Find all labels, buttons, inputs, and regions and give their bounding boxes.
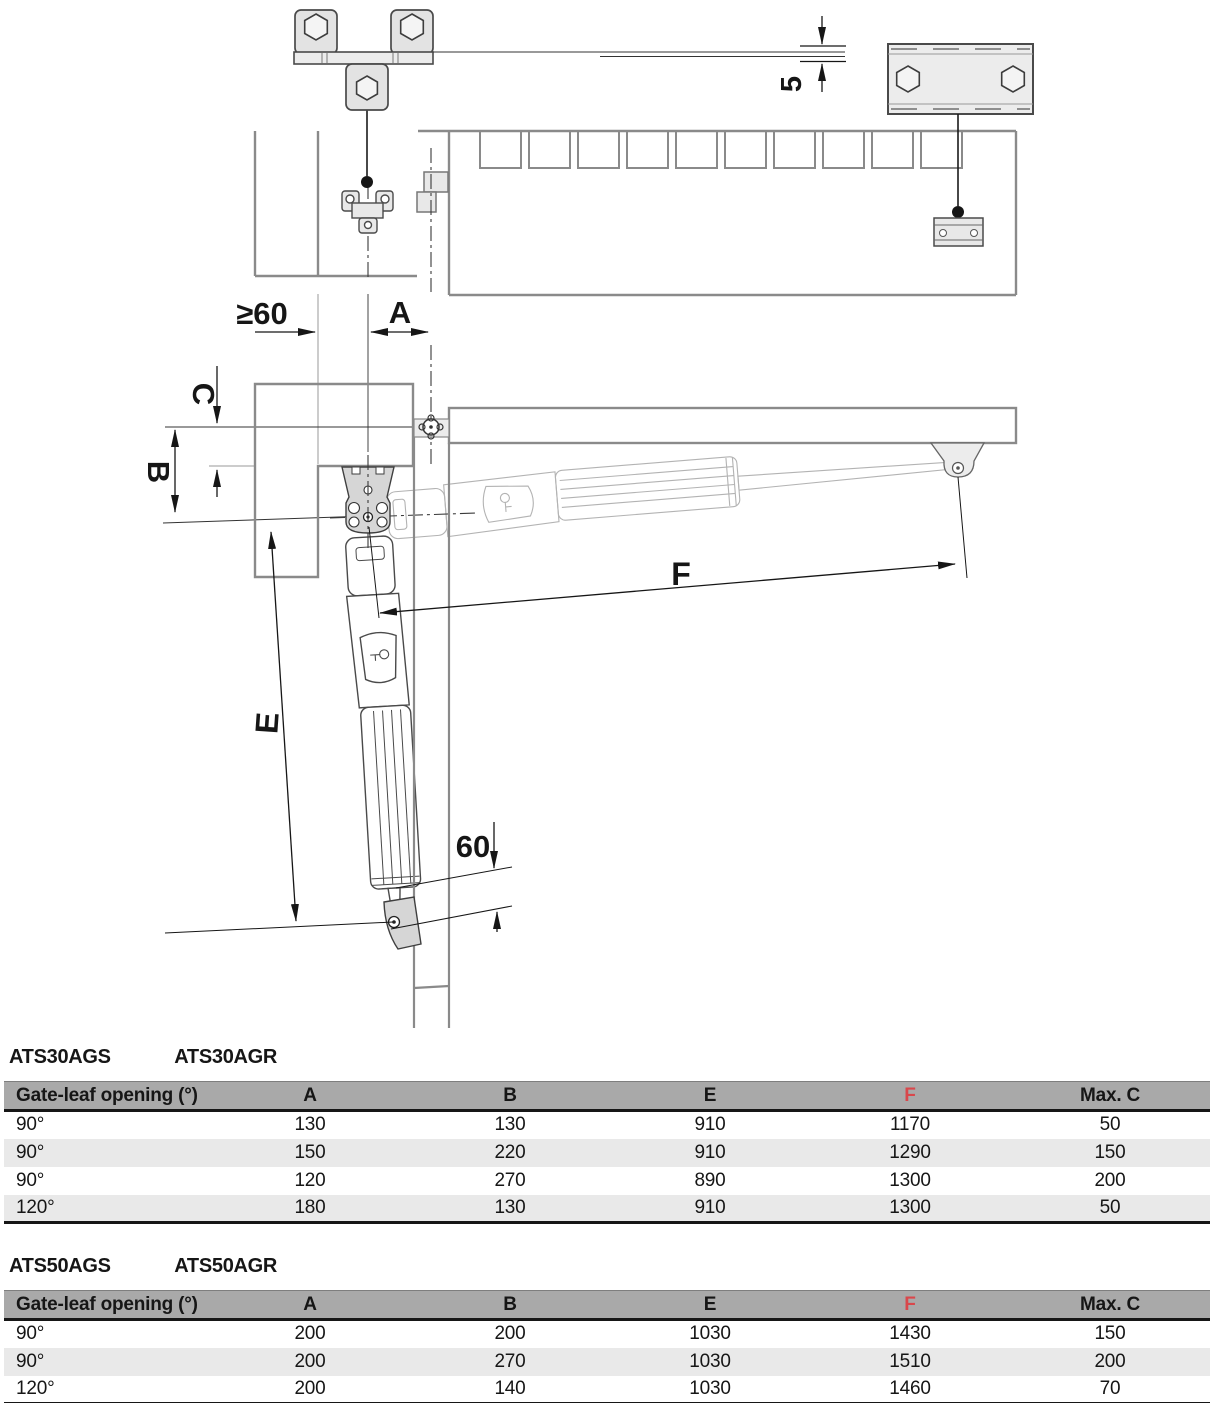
col-header-f: F — [904, 1293, 916, 1315]
spec-tables — [0, 1046, 1214, 1403]
model-name: ATS50AGS — [9, 1255, 111, 1277]
col-header-a: A — [303, 1293, 317, 1315]
cell-opening: 90° — [16, 1169, 45, 1191]
hinge-axis-symbol — [414, 415, 449, 439]
cell-e: 910 — [694, 1114, 726, 1136]
gate-top-reference-lines — [433, 52, 845, 57]
table-row — [4, 1195, 1210, 1223]
spec-table-ats50 — [4, 1290, 1210, 1403]
table-row — [4, 1167, 1210, 1195]
front-bracket-open — [384, 897, 421, 949]
cell-opening: 90° — [16, 1350, 45, 1372]
cell-maxc: 50 — [1099, 1114, 1121, 1136]
cell-maxc: 200 — [1094, 1350, 1126, 1372]
actuator-open — [343, 535, 422, 918]
table-header-row — [4, 1082, 1210, 1111]
cell-maxc: 200 — [1094, 1169, 1126, 1191]
col-header-opening: Gate-leaf opening (°) — [16, 1293, 198, 1315]
cell-a: 180 — [294, 1196, 326, 1218]
col-header-a: A — [303, 1084, 317, 1106]
cell-b: 220 — [494, 1141, 526, 1163]
table-row — [4, 1376, 1210, 1403]
table-row — [4, 1139, 1210, 1167]
table1-titles — [9, 1046, 1214, 1069]
actuator-ghost-closed — [385, 439, 960, 542]
col-header-maxc: Max. C — [1079, 1084, 1141, 1106]
cell-f: 1510 — [889, 1350, 931, 1372]
col-header-e: E — [703, 1084, 717, 1106]
cell-e: 1030 — [689, 1377, 731, 1399]
cell-e: 1030 — [689, 1323, 731, 1345]
cell-maxc: 70 — [1099, 1377, 1121, 1399]
cell-e: 890 — [694, 1169, 726, 1191]
gate-bracket-plate-detail — [888, 44, 1033, 246]
dimension-label-f: F — [671, 556, 691, 592]
cell-a: 150 — [294, 1141, 326, 1163]
cell-a: 200 — [294, 1377, 326, 1399]
cell-opening: 120° — [16, 1377, 55, 1399]
table-row — [4, 1111, 1210, 1139]
cell-f: 1300 — [889, 1169, 931, 1191]
cell-b: 140 — [494, 1377, 526, 1399]
model-name: ATS30AGS — [9, 1046, 111, 1068]
cell-f: 1170 — [889, 1114, 931, 1136]
dimension-label-c: C — [186, 382, 221, 406]
col-header-maxc: Max. C — [1079, 1293, 1141, 1315]
col-header-e: E — [703, 1293, 717, 1315]
dimension-label-min60: ≥60 — [236, 296, 288, 331]
cell-opening: 120° — [16, 1196, 55, 1218]
cell-opening: 90° — [16, 1323, 45, 1345]
col-header-opening: Gate-leaf opening (°) — [16, 1084, 198, 1106]
gate-leaf-closed — [449, 408, 1016, 443]
cell-b: 130 — [494, 1196, 526, 1218]
cell-e: 910 — [694, 1141, 726, 1163]
cell-b: 270 — [494, 1169, 526, 1191]
cell-opening: 90° — [16, 1141, 45, 1163]
dimension-label-5: 5 — [776, 75, 808, 93]
col-header-b: B — [503, 1293, 517, 1315]
cell-maxc: 150 — [1094, 1141, 1126, 1163]
cell-b: 200 — [494, 1323, 526, 1345]
col-header-b: B — [503, 1084, 517, 1106]
cell-a: 200 — [294, 1350, 326, 1372]
cell-a: 120 — [294, 1169, 326, 1191]
col-header-f: F — [904, 1084, 916, 1106]
dimension-f — [369, 477, 967, 618]
cell-b: 130 — [494, 1114, 526, 1136]
front-bracket-closed — [931, 443, 984, 477]
cell-a: 200 — [294, 1323, 326, 1345]
cell-f: 1460 — [889, 1377, 931, 1399]
cell-b: 270 — [494, 1350, 526, 1372]
table-header-row — [4, 1291, 1210, 1320]
cell-f: 1430 — [889, 1323, 931, 1345]
cell-e: 1030 — [689, 1350, 731, 1372]
dimension-label-b: B — [141, 460, 176, 484]
table2-titles — [9, 1255, 1214, 1278]
cell-maxc: 150 — [1094, 1323, 1126, 1345]
spec-table-ats30 — [4, 1081, 1210, 1224]
cell-opening: 90° — [16, 1114, 45, 1136]
cell-maxc: 50 — [1099, 1196, 1121, 1218]
cell-f: 1290 — [889, 1141, 931, 1163]
dimension-label-e: E — [248, 711, 286, 735]
table-row — [4, 1348, 1210, 1376]
model-name: ATS30AGR — [174, 1046, 278, 1068]
cell-e: 910 — [694, 1196, 726, 1218]
table-row — [4, 1320, 1210, 1348]
gate-slats — [480, 131, 962, 168]
hinge-top-view — [417, 172, 448, 212]
cell-f: 1300 — [889, 1196, 931, 1218]
front-bracket-detail — [294, 10, 433, 188]
dimension-label-60: 60 — [455, 829, 491, 864]
model-name: ATS50AGR — [174, 1255, 278, 1277]
cell-a: 130 — [294, 1114, 326, 1136]
dimension-label-a: A — [388, 295, 412, 330]
